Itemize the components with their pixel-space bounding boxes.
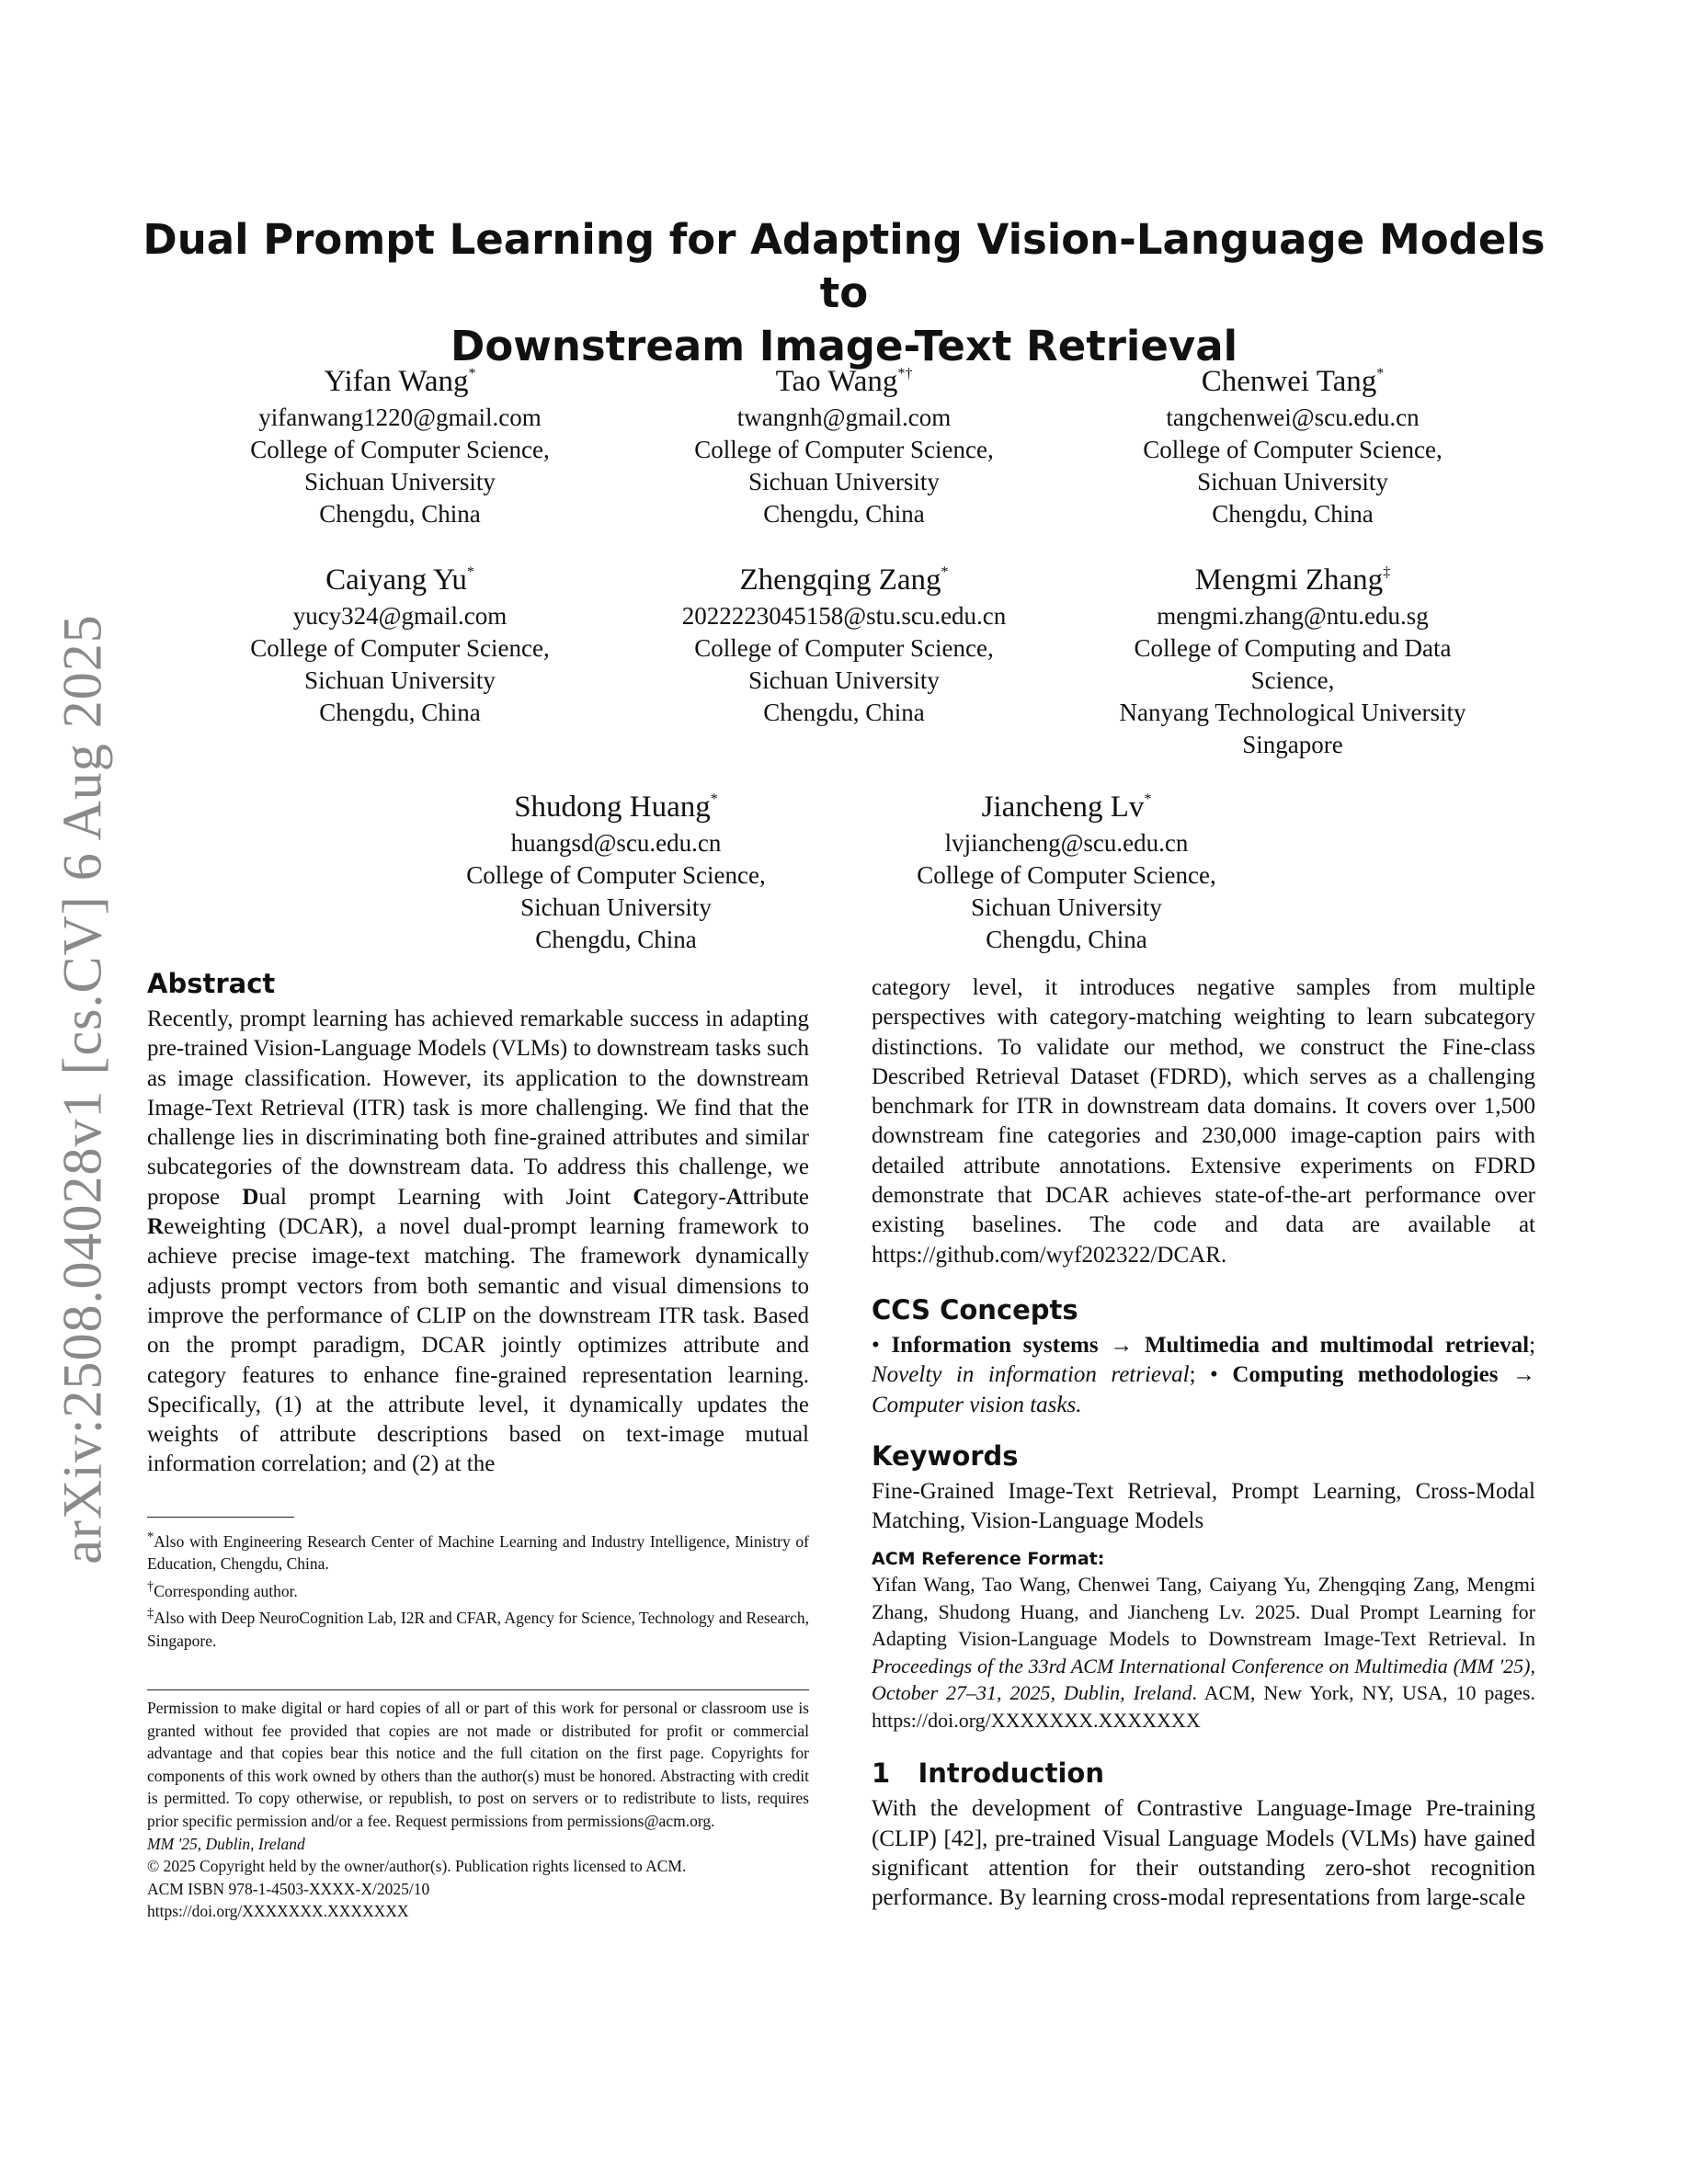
author-affiliation: College of Computer Science, xyxy=(466,861,766,889)
footnote-mark: * xyxy=(147,1530,154,1544)
author-affiliation: College of Computing and Data xyxy=(1134,634,1452,662)
author-mark: * xyxy=(941,564,949,580)
ccs-concept: Computer vision tasks. xyxy=(872,1392,1082,1417)
author-mark: * xyxy=(1144,791,1152,807)
footnote-text: Also with Engineering Research Center of Machine Learning and Industry Intelligence, Ministry of Education, Chengdu, China. xyxy=(147,1531,809,1574)
ccs-concept: Computing methodologies xyxy=(1232,1362,1499,1388)
footnote-mark: † xyxy=(147,1579,154,1595)
author-block xyxy=(1081,552,1504,761)
author-affiliation: Sichuan University xyxy=(748,666,940,694)
abstract-text-part: Recently, prompt learning has achieved remarkable success in adapting pre-trained Vision-Language Models (VLMs) to downstream tasks such as image classification. However, its application to the downstream Image-Text Retrieval (ITR) task is more challenging. We find that the challenge lies in discriminating both fine-grained attributes and similar subcategories of the downstream data. To address this challenge, we propose xyxy=(147,1007,809,1210)
conference-venue: MM '25, Dublin, Ireland xyxy=(147,1834,305,1853)
author-affiliation: Chengdu, China xyxy=(763,500,925,528)
author-block xyxy=(855,779,1278,956)
author-email: twangnh@gmail.com xyxy=(736,404,952,431)
permission-block xyxy=(147,1697,809,1923)
author-affiliation: Chengdu, China xyxy=(319,699,481,726)
permission-text: Permission to make digital or hard copies of all or part of this work for personal or classroom use is granted without fee provided that copies are not made or distributed for profit or commercial advantage and that copies bear this notice and the full citation on the first page. Copyrights for components of this work owned by others than the author(s) must be honored. Abstracting with credit is permitted. To copy otherwise, or republish, to post on servers or to redistribute to lists, requires prior specific permission and/or a fee. Request permissions from permissions@acm.org. xyxy=(147,1699,809,1830)
ccs-arrow: → xyxy=(1512,1362,1535,1388)
ccs-concepts: • Information systems → Multimedia and multimodal retrieval; Novelty in information retrieval; • Computing methodologies → Computer vision tasks. xyxy=(872,1332,1536,1417)
author-name: Jiancheng Lv xyxy=(981,791,1145,824)
author-name: Chenwei Tang xyxy=(1201,365,1377,398)
author-mark: * xyxy=(1376,366,1385,381)
author-name: Zhengqing Zang xyxy=(739,563,941,597)
copyright-line: © 2025 Copyright held by the owner/author(s). Publication rights licensed to ACM. xyxy=(147,1857,687,1876)
author-email: lvjiancheng@scu.edu.cn xyxy=(944,829,1189,857)
author-affiliation: Chengdu, China xyxy=(986,926,1147,953)
author-name: Yifan Wang xyxy=(324,365,469,398)
author-affiliation: Chengdu, China xyxy=(319,500,481,528)
abstract-text-part: (DCAR), a novel dual-prompt learning framework to achieve precise image-text matching. The framework dynamically adjusts prompt vectors from both semantic and visual dimensions to improve the performance of CLIP on the downstream ITR task. Based on the prompt paradigm, DCAR jointly optimizes attribute and category features to enhance fine-grained representation learning. Specifically, (1) at the attribute level, it dynamically updates the weights of attribute descriptions based on text-image mutual information correlation; and (2) at the xyxy=(147,1214,809,1477)
right-column xyxy=(872,973,1535,1914)
author-affiliation: Sichuan University xyxy=(304,468,496,495)
author-affiliation: Chengdu, China xyxy=(763,699,925,726)
author-name: Tao Wang xyxy=(775,365,898,398)
abstract-section xyxy=(147,968,809,1480)
section-title: Introduction xyxy=(918,1757,1104,1790)
abstract-continuation: category level, it introduces negative samples from multiple perspectives with category-matching weighting to learn subcategory distinctions. To validate our method, we construct the Fine-class Described Retrieval Dataset (FDRD), which serves as a challenging benchmark for ITR in downstream data domains. It covers over 1,500 downstream fine categories and 230,000 image-caption pairs with detailed attribute annotations. Extensive experiments on FDRD demonstrate that DCAR achieves state-of-the-art performance over existing baselines. The code and data are available at https://github.com/wyf202322/DCAR. xyxy=(872,975,1535,1268)
doi-line: https://doi.org/XXXXXXX.XXXXXXX xyxy=(147,1902,409,1921)
ccs-heading: CCS Concepts xyxy=(872,1293,1078,1325)
paper-title xyxy=(138,213,1550,373)
author-block xyxy=(188,552,611,729)
method-name-letter: D xyxy=(242,1184,259,1210)
author-affiliation: College of Computer Science, xyxy=(917,861,1216,889)
author-name: Mengmi Zhang xyxy=(1194,563,1384,597)
author-affiliation: College of Computer Science, xyxy=(1143,436,1443,463)
author-email: huangsd@scu.edu.cn xyxy=(510,829,722,857)
acm-ref-text xyxy=(872,1571,1535,1734)
permission-rule xyxy=(147,1689,809,1690)
method-name-letter: C xyxy=(633,1184,650,1210)
footnote-rule xyxy=(147,1517,294,1518)
ccs-bullet: • xyxy=(872,1332,880,1358)
author-affiliation: Singapore xyxy=(1242,731,1343,758)
footnote xyxy=(147,1526,809,1575)
footnote xyxy=(147,1575,809,1602)
method-name-part: eweighting xyxy=(164,1214,267,1240)
author-mark: ‡ xyxy=(1383,564,1391,580)
isbn-line: ACM ISBN 978-1-4503-XXXX-X/2025/10 xyxy=(147,1879,430,1898)
author-block xyxy=(405,779,827,956)
keywords-text: Fine-Grained Image-Text Retrieval, Prompt Learning, Cross-Modal Matching, Vision-Language Models xyxy=(872,1478,1535,1534)
intro-text: With the development of Contrastive Language-Image Pre-training (CLIP) [42], pre-trained Visual Language Models (VLMs) have gained significant attention for their outstanding zero-shot recognition performance. By learning cross-modal representations from large-scale xyxy=(872,1796,1535,1911)
author-affiliation: Science, xyxy=(1250,666,1335,694)
author-affiliation: Chengdu, China xyxy=(535,926,697,953)
acm-ref-part: Yifan Wang, Tao Wang, Chenwei Tang, Caiyang Yu, Zhengqing Zang, Mengmi Zhang, Shudong Huang, and Jiancheng Lv. 2025. Dual Prompt Learning for Adapting Vision-Language Models to Downstream Image-Text Retrieval. In xyxy=(872,1573,1535,1651)
author-block xyxy=(1081,354,1504,530)
arxiv-identifier: arXiv:2508.04028v1 [cs.CV] 6 Aug 2025 xyxy=(51,614,113,1564)
author-email: 2022223045158@stu.scu.edu.cn xyxy=(681,602,1007,630)
author-name: Shudong Huang xyxy=(514,791,711,824)
author-affiliation: College of Computer Science, xyxy=(694,436,994,463)
author-affiliation: College of Computer Science, xyxy=(694,634,994,662)
author-affiliation: Sichuan University xyxy=(520,893,712,921)
author-email: yucy324@gmail.com xyxy=(292,602,508,630)
author-mark: * xyxy=(468,366,476,381)
author-mark: * xyxy=(710,791,718,807)
method-name-letter: R xyxy=(147,1214,165,1240)
author-affiliation: College of Computer Science, xyxy=(250,634,550,662)
footnote-mark: ‡ xyxy=(147,1606,154,1621)
method-name-letter: A xyxy=(725,1184,743,1210)
footnotes xyxy=(147,1526,809,1652)
keywords-heading: Keywords xyxy=(872,1439,1019,1472)
author-affiliation: Sichuan University xyxy=(1197,468,1388,495)
acm-ref-proceedings: Proceedings of the 33rd ACM International Conference on Multimedia (MM '25), October 27–31, 2025, Dublin, Ireland xyxy=(872,1654,1535,1705)
author-mark: * xyxy=(466,564,474,580)
author-affiliation: Chengdu, China xyxy=(1212,500,1374,528)
author-block xyxy=(188,354,611,530)
ccs-concept: Novelty in information retrieval xyxy=(872,1362,1190,1388)
author-email: tangchenwei@scu.edu.cn xyxy=(1166,404,1420,431)
acm-ref-part: . ACM, New York, NY, USA, 10 pages. https://doi.org/XXXXXXX.XXXXXXX xyxy=(872,1681,1535,1732)
ccs-bullet: • xyxy=(1210,1362,1218,1388)
method-name-part: ategory- xyxy=(649,1184,726,1210)
method-name-part: ual prompt Learning with Joint xyxy=(258,1184,633,1210)
author-affiliation: Sichuan University xyxy=(971,893,1162,921)
abstract-text xyxy=(147,1005,809,1480)
author-affiliation: Sichuan University xyxy=(304,666,496,694)
author-email: yifanwang1220@gmail.com xyxy=(258,404,542,431)
author-email: mengmi.zhang@ntu.edu.sg xyxy=(1157,602,1429,630)
title-line-1: Dual Prompt Learning for Adapting Vision-Language Models to xyxy=(143,215,1545,317)
title-line-2: Downstream Image-Text Retrieval xyxy=(451,322,1237,370)
abstract-heading: Abstract xyxy=(147,968,276,999)
footnote xyxy=(147,1602,809,1652)
method-name-part: ttribute xyxy=(742,1184,810,1210)
section-number: 1 xyxy=(872,1757,891,1790)
author-mark: *† xyxy=(897,366,913,381)
author-affiliation: Nanyang Technological University xyxy=(1119,699,1466,726)
footnote-text: Also with Deep NeuroCognition Lab, I2R and CFAR, Agency for Science, Technology and Research, Singapore. xyxy=(147,1609,809,1650)
author-block xyxy=(633,552,1055,729)
author-affiliation: Sichuan University xyxy=(748,468,940,495)
author-affiliation: College of Computer Science, xyxy=(250,436,550,463)
ccs-concept: Information systems → Multimedia and multimodal retrieval xyxy=(891,1332,1530,1358)
acm-ref-heading: ACM Reference Format: xyxy=(872,1549,1105,1570)
author-name: Caiyang Yu xyxy=(325,563,467,597)
footnote-text: Corresponding author. xyxy=(154,1581,298,1600)
intro-heading xyxy=(872,1757,1535,1789)
author-block xyxy=(633,354,1055,530)
